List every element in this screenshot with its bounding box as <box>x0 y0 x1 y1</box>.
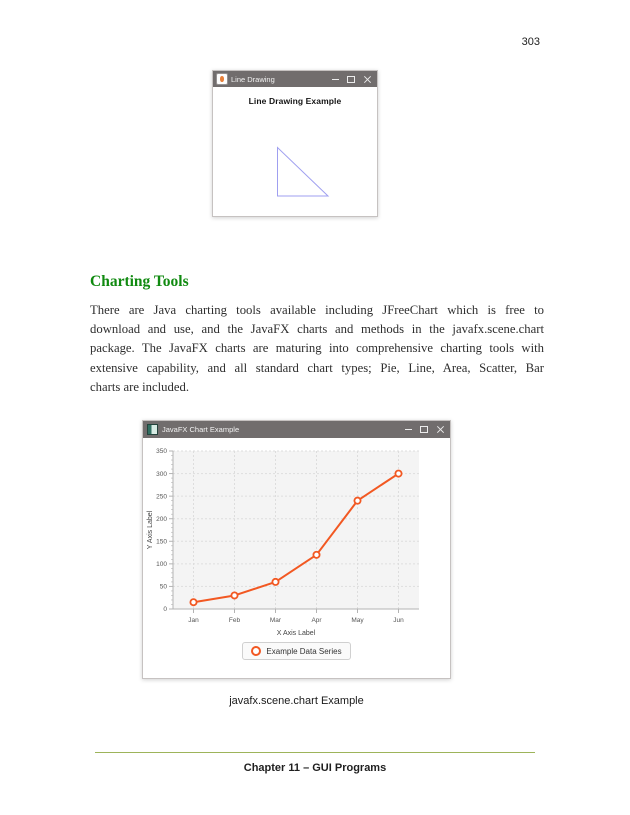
x-tick-label: Mar <box>269 617 282 624</box>
y-tick-label: 0 <box>163 606 167 614</box>
chart-window-title: JavaFX Chart Example <box>162 425 240 434</box>
footer-rule <box>95 752 535 753</box>
y-tick-label: 50 <box>159 583 167 591</box>
x-tick-label: Jun <box>393 617 404 624</box>
x-tick-label: Jan <box>188 617 199 624</box>
chart-caption: javafx.scene.chart Example <box>229 695 364 707</box>
x-tick-label: Apr <box>311 617 322 624</box>
x-tick-label: Feb <box>228 617 241 624</box>
minimize-icon[interactable] <box>327 71 343 88</box>
data-point <box>395 470 401 476</box>
paragraph-line: charts are included. <box>90 379 189 394</box>
y-tick-label: 200 <box>156 515 167 523</box>
legend-marker-icon <box>251 646 261 656</box>
triangle-drawing <box>276 146 330 199</box>
data-point <box>272 579 278 585</box>
maximize-icon[interactable] <box>416 421 432 438</box>
line-drawing-window <box>212 70 378 217</box>
close-icon[interactable] <box>432 421 450 438</box>
paragraph-line: extensive capability, and all standard chart types; Pie, Line, Area, Scatter, Bar <box>90 360 544 375</box>
java-app-icon <box>217 74 227 84</box>
data-point <box>313 552 319 558</box>
data-point <box>190 599 196 605</box>
x-axis-label: X Axis Label <box>276 630 316 637</box>
line-drawing-window-title: Line Drawing <box>231 74 275 84</box>
close-icon[interactable] <box>359 71 377 88</box>
legend-label: Example Data Series <box>266 646 342 656</box>
chart-legend <box>242 642 350 660</box>
data-point <box>231 592 237 598</box>
chart-app-icon <box>147 424 158 435</box>
maximize-icon[interactable] <box>343 71 359 88</box>
footer-text: Chapter 11 – GUI Programs <box>243 762 387 774</box>
chart-canvas <box>143 443 450 641</box>
plot-area <box>173 451 419 609</box>
page-number: 303 <box>521 36 540 48</box>
y-tick-label: 150 <box>156 538 167 546</box>
line-drawing-canvas <box>213 96 377 225</box>
y-tick-label: 300 <box>156 470 167 478</box>
paragraph-line: There are Java charting tools available including JFreeChart which is free to <box>90 303 544 317</box>
y-tick-label: 250 <box>156 493 167 501</box>
x-tick-label: May <box>351 617 364 624</box>
javafx-chart-window <box>142 420 451 679</box>
y-axis-label: Y Axis Label <box>147 510 154 550</box>
y-tick-label: 100 <box>156 561 167 569</box>
data-point <box>354 498 360 504</box>
chart-window-titlebar[interactable] <box>143 421 450 438</box>
chart-body <box>143 438 450 660</box>
section-heading: Charting Tools <box>90 273 189 290</box>
minimize-icon[interactable] <box>400 421 416 438</box>
paragraph-line: package. The JavaFX charts are maturing into comprehensive charting tools with <box>90 341 544 356</box>
line-drawing-heading: Line Drawing Example <box>248 96 342 106</box>
y-tick-label: 350 <box>156 448 167 456</box>
line-drawing-titlebar[interactable] <box>213 71 377 87</box>
body-paragraph <box>90 301 544 397</box>
paragraph-line: download and use, and the JavaFX charts and methods in the javafx.scene.chart <box>90 322 544 337</box>
